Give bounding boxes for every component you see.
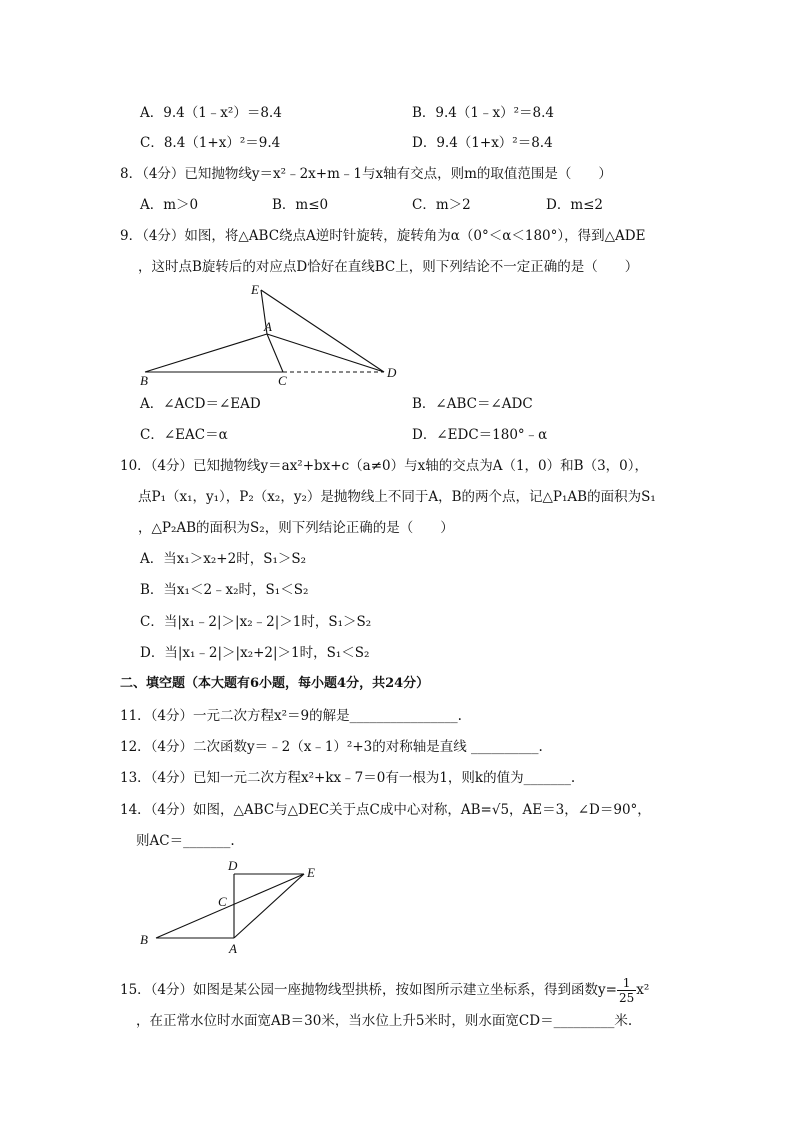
- q8-option-b: B．m≤0: [272, 197, 329, 213]
- edge-ab: [145, 334, 267, 372]
- q10-stem-line3: ，△P₂AB的面积为S₂，则下列结论正确的是（ ）: [138, 520, 454, 536]
- q10-stem-line2: 点P₁（x₁，y₁），P₂（x₂，y₂）是抛物线上不同于A，B的两个点，记△P₁AB的面积为S₁: [138, 489, 656, 505]
- q15-stem-prefix: 15．（4分）如图是某公园一座抛物线型拱桥，按如图所示建立坐标系，得到函数y=: [120, 982, 617, 998]
- label-d: D: [228, 858, 238, 873]
- label-c: C: [218, 894, 227, 909]
- label-c: C: [278, 373, 287, 388]
- q9-rotation-figure: [136, 282, 406, 388]
- q7-option-d: D．9.4（1+x）²＝8.4: [412, 135, 553, 151]
- edge-ad: [267, 334, 384, 372]
- q15-stem-line2: ，在正常水位时水面宽AB＝30米，当水位上升5米时，则水面宽CD＝_________米.: [136, 1013, 633, 1029]
- label-d: D: [387, 365, 397, 380]
- q14-stem-line2: 则AC＝_______.: [136, 833, 235, 849]
- q10-option-b: B．当x₁＜2﹣x₂时，S₁＜S₂: [140, 582, 309, 598]
- q10-option-a: A．当x₁＞x₂+2时，S₁＞S₂: [140, 551, 307, 567]
- q11-text: 11．（4分）一元二次方程x²＝9的解是________________.: [120, 708, 462, 724]
- label-e: E: [307, 865, 315, 880]
- q10-stem-line1: 10．（4分）已知抛物线y＝ax²+bx+c（a≠0）与x轴的交点为A（1，0）和B（3，0），: [120, 458, 648, 474]
- q15-frac-denominator: 25: [618, 991, 635, 1005]
- q8-option-d: D．m≤2: [546, 197, 604, 213]
- label-b: B: [140, 932, 148, 947]
- q9-option-b: B．∠ABC＝∠ADC: [412, 396, 533, 412]
- q7-option-b: B．9.4（1﹣x）²＝8.4: [412, 105, 554, 121]
- q14-symmetry-figure: [136, 856, 326, 956]
- q14-stem-line1: 14．（4分）如图，△ABC与△DEC关于点C成中心对称，AB=√5，AE＝3，∠D＝90°，: [120, 802, 651, 818]
- q10-option-d: D．当|x₁﹣2|＞|x₂+2|＞1时，S₁＜S₂: [140, 645, 370, 661]
- label-b: B: [140, 373, 148, 388]
- q8-option-c: C．m＞2: [412, 197, 471, 213]
- label-e: E: [251, 282, 259, 297]
- q7-option-c: C．8.4（1+x）²＝9.4: [140, 135, 281, 151]
- q15-frac-numerator: 1: [617, 976, 636, 991]
- q10-option-c: C．当|x₁﹣2|＞|x₂﹣2|＞1时，S₁＞S₂: [140, 614, 372, 630]
- label-a: A: [229, 941, 237, 956]
- q12-text: 12．（4分）二次函数y＝﹣2（x﹣1）²+3的对称轴是直线 __________.: [120, 739, 543, 755]
- edge-ea: [234, 874, 304, 938]
- label-a: A: [264, 319, 272, 334]
- q8-stem: 8．（4分）已知抛物线y＝x²﹣2x+m﹣1与x轴有交点，则m的取值范围是（ ）: [120, 166, 612, 182]
- q9-stem-line1: 9．（4分）如图，将△ABC绕点A逆时针旋转，旋转角为α（0°＜α＜180°），得到△ADE: [120, 228, 646, 244]
- q15-stem-line1: [120, 970, 649, 1010]
- section-heading-fill-in: 二、填空题（本大题有6小题，每小题4分，共24分）: [120, 676, 430, 691]
- edge-eb: [156, 874, 304, 938]
- edge-ac: [267, 334, 283, 372]
- edge-ed: [261, 290, 384, 372]
- q15-stem-suffix: x²: [636, 982, 650, 998]
- q7-option-a: A．9.4（1﹣x²）＝8.4: [140, 105, 282, 121]
- q9-stem-line2: ，这时点B旋转后的对应点D恰好在直线BC上，则下列结论不一定正确的是（ ）: [138, 259, 639, 275]
- q9-option-d: D．∠EDC＝180°﹣α: [412, 427, 548, 443]
- q8-option-a: A．m＞0: [140, 197, 199, 213]
- q15-fraction: [617, 976, 636, 1005]
- q9-option-c: C．∠EAC＝α: [140, 427, 228, 443]
- q9-option-a: A．∠ACD＝∠EAD: [140, 396, 261, 412]
- q13-text: 13．（4分）已知一元二次方程x²+kx﹣7＝0有一根为1，则k的值为_______.: [120, 770, 576, 786]
